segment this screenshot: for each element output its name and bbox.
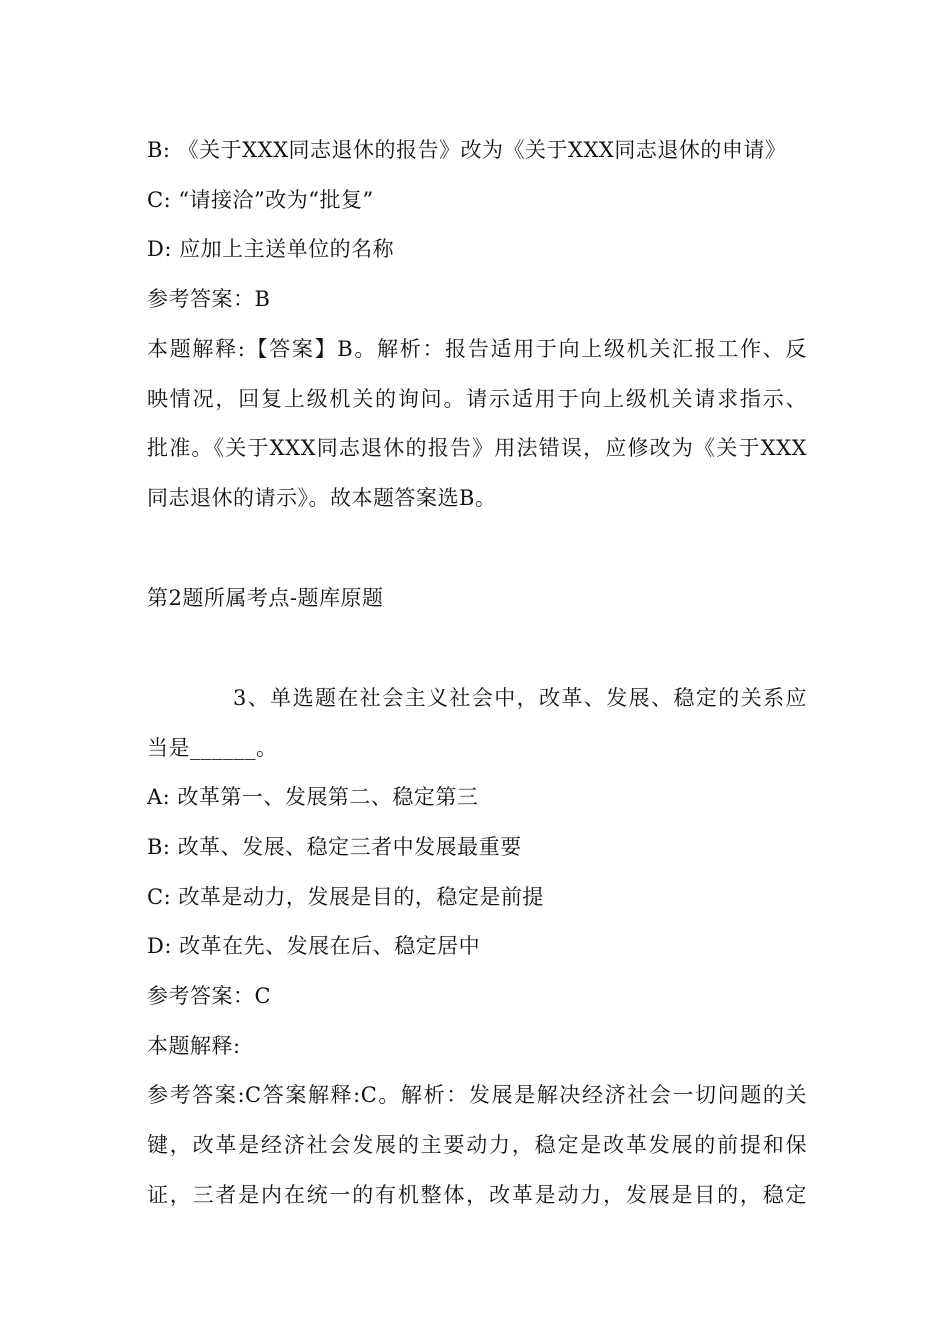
- q2-option-c: C: “请接洽”改为“批复”: [147, 188, 374, 212]
- q2-option-b: B: 《关于XXX同志退休的报告》改为《关于XXX同志退休的申请》: [147, 138, 787, 162]
- q3-explanation-line: 键，改革是经济社会发展的主要动力，稳定是改革发展的前提和保: [147, 1133, 807, 1157]
- q2-explanation-line: 本题解释:【答案】B。解析：报告适用于向上级机关汇报工作、反: [147, 337, 807, 361]
- q3-option-d: D: 改革在先、发展在后、稳定居中: [147, 934, 481, 958]
- q2-answer: 参考答案：B: [147, 287, 271, 311]
- q3-explanation-line: 证，三者是内在统一的有机整体，改革是动力，发展是目的，稳定: [147, 1183, 807, 1207]
- q3-explanation-line: 参考答案:C答案解释:C。解析：发展是解决经济社会一切问题的关: [147, 1083, 807, 1107]
- q3-stem-line: 当是______。: [147, 736, 278, 760]
- q3-option-a: A: 改革第一、发展第二、稳定第三: [147, 785, 479, 809]
- q3-option-c: C: 改革是动力，发展是目的，稳定是前提: [147, 885, 544, 909]
- q2-explanation-line: 批准。《关于XXX同志退休的报告》用法错误，应修改为《关于XXX: [147, 436, 807, 460]
- q2-topic: 第2题所属考点-题库原题: [147, 586, 384, 610]
- q2-explanation-line: 映情况，回复上级机关的询问。请示适用于向上级机关请求指示、: [147, 387, 807, 411]
- q2-explanation-line: 同志退休的请示》。故本题答案选B。: [147, 486, 497, 510]
- q3-explanation-label: 本题解释:: [147, 1034, 241, 1058]
- q3-answer: 参考答案：C: [147, 984, 272, 1008]
- q3-option-b: B: 改革、发展、稳定三者中发展最重要: [147, 835, 522, 859]
- q3-stem-line: 3、单选题在社会主义社会中，改革、发展、稳定的关系应: [233, 686, 807, 710]
- q2-option-d: D: 应加上主送单位的名称: [147, 237, 395, 261]
